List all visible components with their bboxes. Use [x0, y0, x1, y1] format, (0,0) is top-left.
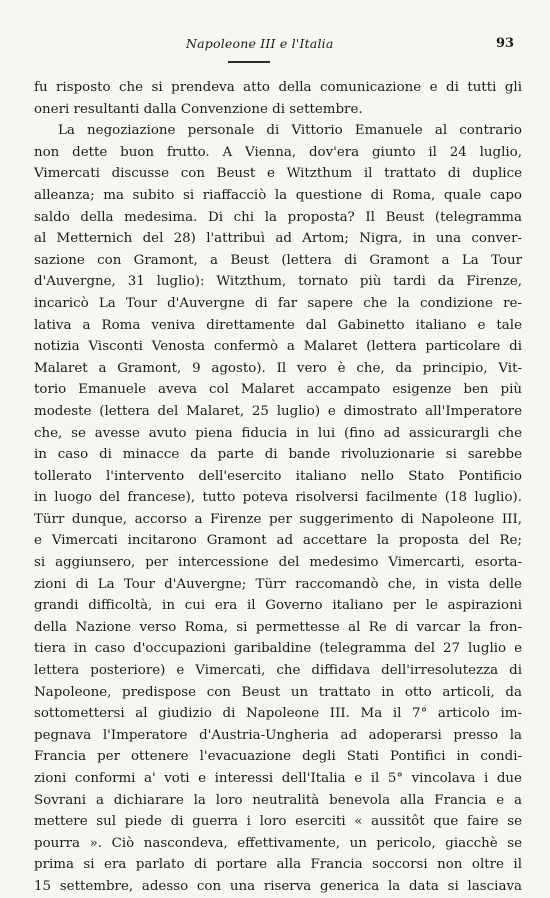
text-line: sazione con Gramont, a Beust (lettera di Gramont a La Tour [34, 252, 522, 268]
text-line: in caso di minacce da parte di bande rivoluzionarie si sarebbe [34, 447, 522, 463]
text-line: pourra ». Ciò nascondeva, effettivamente, un pericolo, giacchè se [34, 835, 522, 851]
text-line: lativa a Roma veniva direttamente dal Gabinetto italiano e tale [34, 317, 522, 333]
text-line: alleanza; ma subito si riaffacciò la questione di Roma, quale capo [34, 187, 522, 203]
text-line: grandi difficoltà, in cui era il Governo italiano per le aspirazioni [34, 598, 522, 614]
running-title: Napoleone III e l'Italia [186, 36, 334, 51]
text-line: al Metternich del 28) l'attribuì ad Artom; Nigra, in una conver- [34, 231, 522, 247]
text-line: notizia Visconti Venosta confermò a Malaret (lettera particolare di [34, 339, 522, 355]
text-line: torio Emanuele aveva col Malaret accampato esigenze ben più [34, 382, 522, 398]
text-line: che, se avesse avuto piena fiducia in lui (fino ad assicurargli che [34, 425, 522, 441]
text-line: tollerato l'intervento dell'esercito italiano nello Stato Pontificio [34, 468, 522, 484]
text-line: modeste (lettera del Malaret, 25 luglio) e dimostrato all'Imperatore [34, 403, 522, 419]
text-line: Francia per ottenere l'evacuazione degli Stati Pontifici in condi- [34, 749, 522, 765]
paragraph-start-line: La negoziazione personale di Vittorio Emanuele al contrario [58, 123, 522, 139]
text-line: si aggiunsero, per intercessione del medesimo Vimercarti, esorta- [34, 555, 522, 571]
text-line: pegnava l'Imperatore d'Austria-Ungheria ad adoperarsi presso la [34, 727, 522, 743]
text-line: non dette buon frutto. A Vienna, dov'era giunto il 24 luglio, [34, 144, 522, 160]
page-number: 93 [496, 36, 515, 51]
text-line: Malaret a Gramont, 9 agosto). Il vero è che, da principio, Vit- [34, 360, 522, 376]
text-line: Napoleone, predispose con Beust un trattato in otto articoli, da [34, 684, 522, 700]
text-line: Sovrani a dichiarare la loro neutralità benevola alla Francia e a [34, 792, 522, 808]
header-rule [228, 61, 270, 63]
text-line: oneri resultanti dalla Convenzione di settembre. [34, 101, 363, 117]
text-line: incaricò La Tour d'Auvergne di far sapere che la condizione re- [34, 295, 522, 311]
text-line: fu risposto che si prendeva atto della comunicazione e di tutti gli [34, 80, 522, 95]
text-line: lettera posteriore) e Vimercati, che diffidava dell'irresolutezza di [34, 663, 522, 679]
text-line: in luogo del francese), tutto poteva risolversi facilmente (18 luglio). [34, 490, 522, 506]
text-line: 15 settembre, adesso con una riserva generica la data si lasciava [34, 878, 522, 894]
text-line: Türr dunque, accorso a Firenze per suggerimento di Napoleone III, [34, 511, 522, 527]
text-line: Vimercati discusse con Beust e Witzthum il trattato di duplice [34, 166, 522, 182]
text-line: della Nazione verso Roma, si permettesse al Re di varcar la fron- [34, 619, 522, 635]
text-line: mettere sul piede di guerra i loro eserciti « aussitôt que faire se [34, 814, 522, 830]
page-header [0, 36, 550, 56]
text-line: e Vimercati incitarono Gramont ad accettare la proposta del Re; [34, 533, 522, 549]
text-line: sottomettersi al giudizio di Napoleone III. Ma il 7° articolo im- [34, 706, 522, 722]
text-line: prima si era parlato di portare alla Francia soccorsi non oltre il [34, 857, 522, 873]
body-text [34, 77, 522, 898]
text-line: tiera in caso d'occupazioni garibaldine (telegramma del 27 luglio e [34, 641, 522, 657]
text-line: zioni di La Tour d'Auvergne; Türr raccomandò che, in vista delle [34, 576, 522, 592]
text-line: d'Auvergne, 31 luglio): Witzthum, tornato più tardi da Firenze, [34, 274, 522, 290]
text-line: saldo della medesima. Di chi la proposta? Il Beust (telegramma [34, 209, 522, 225]
text-line: zioni conformi a' voti e interessi dell'Italia e il 5° vincolava i due [34, 771, 522, 786]
